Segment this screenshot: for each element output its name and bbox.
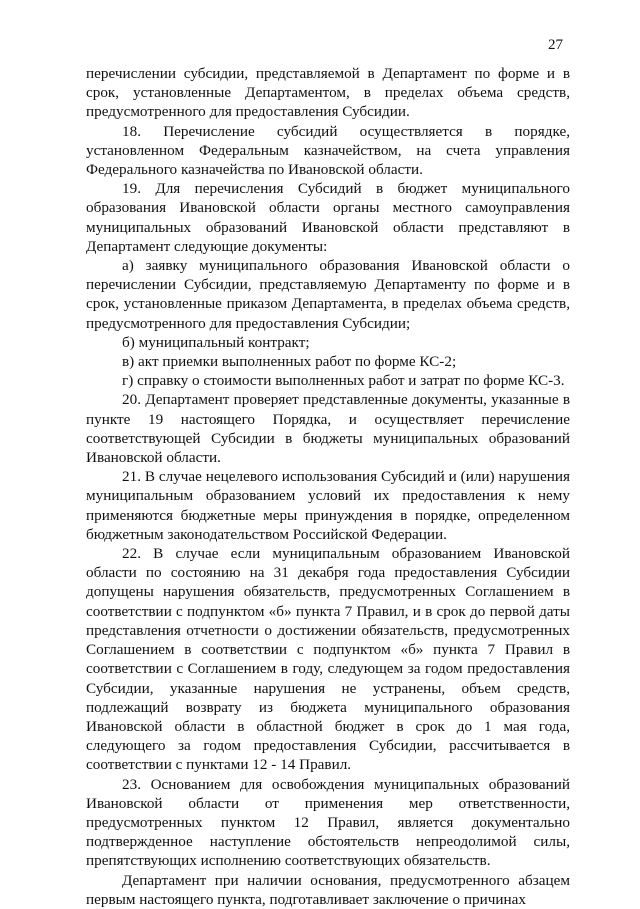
paragraph-22: 22. В случае если муниципальным образованием Ивановской области по состоянию на 31 декабря года предоставления Субсидии допущены нарушения обязательств, предусмотренных Соглашением в соответствии с подпунктом «б» пункта 7 Правил, и в срок до первой даты представления отчетности о достижении обязательств, предусмотренных Соглашением в соответствии с подпунктом «б» пункта 7 Правил в соответствии с Соглашением в году, следующем за годом предоставления Субсидии, указанные нарушения не устранены, объем средств, подлежащий возврату из бюджета муниципального образования Ивановской области в областной бюджет в срок до 1 мая года, следующего за годом предоставления Субсидии, рассчитывается в соответствии с пунктами 12 - 14 Правил. [86,545,570,774]
paragraph-23-second: Департамент при наличии основания, предусмотренного абзацем первым настоящего пункта, подготавливает заключение о причинах [86,871,570,908]
paragraph-18: 18. Перечисление субсидий осуществляется в порядке, установленном Федеральным казначейством, на счета управления Федерального казначейства по Ивановской области. [86,122,570,179]
paragraph-continuation: перечислении субсидии, представляемой в Департамент по форме и в срок, установленные Департаментом, в пределах объема средств, предусмотренного для предоставления Субсидии. [86,65,570,121]
page-number: 27 [548,37,563,53]
list-item-g: г) справку о стоимости выполненных работ и затрат по форме КС-3. [122,372,565,390]
paragraph-23: 23. Основанием для освобождения муниципальных образований Ивановской области от применения мер ответственности, предусмотренных пунктом 12 Правил, является документально подтвержденное наступление обстоятельств непреодолимой силы, препятствующих исполнению соответствующих обязательств. [86,775,570,870]
list-item-a: а) заявку муниципального образования Ивановской области о перечислении Субсидии, представляемую Департаменту по форме и в срок, установленные приказом Департамента, в пределах объема средств, предусмотренного для предоставления Субсидии; [86,257,570,332]
list-item-b: б) муниципальный контракт; [122,333,310,351]
document-body [86,64,570,909]
paragraph-20: 20. Департамент проверяет представленные документы, указанные в пункте 19 настоящего Порядка, и осуществляет перечисление соответствующей Субсидии в бюджеты муниципальных образований Ивановской области. [86,391,570,467]
paragraph-21: 21. В случае нецелевого использования Субсидий и (или) нарушения муниципальным образованием условий их предоставления к нему применяются бюджетные меры принуждения в порядке, определенном бюджетным законодательством Российской Федерации. [86,468,570,543]
paragraph-19: 19. Для перечисления Субсидий в бюджет муниципального образования Ивановской области органы местного самоуправления муниципальных образований Ивановской области представляют в Департамент следующие документы: [86,180,570,255]
list-item-v: в) акт приемки выполненных работ по форме КС-2; [122,353,457,371]
